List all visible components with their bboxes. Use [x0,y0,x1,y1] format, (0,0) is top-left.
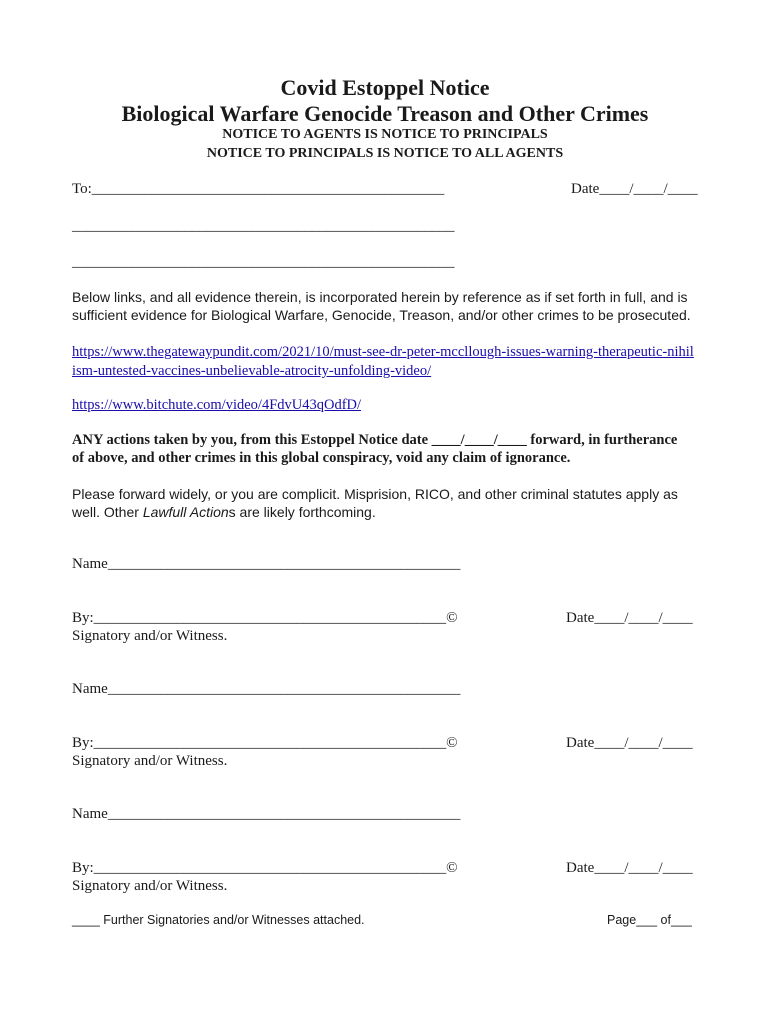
gatewaypundit-link[interactable]: https://www.thegatewaypundit.com/2021/10/must-see-dr-peter-mccllough-issues-warning-therapeutic-nihilism-untested-vaccines-unbelievable-atrocity-unfolding-video/ [72,344,694,379]
date-line-3: Date____/____/____ [566,860,693,876]
signatory-role-3: Signatory and/or Witness. [72,878,228,894]
by-line-3: By:_______________________________________________© [72,860,458,876]
notice-line-1: NOTICE TO AGENTS IS NOTICE TO PRINCIPALS [222,127,548,142]
by-line-2: By:_______________________________________________© [72,735,458,751]
ignorance-warning: ANY actions taken by you, from this Estoppel Notice date ____/____/____ forward, in furtherance of above, and other crimes in this global conspiracy, void any claim of ignorance. [72,432,678,466]
name-line-3: Name_______________________________________________ [72,806,461,822]
forward-italic-text: Lawfull Action [142,504,229,520]
name-line-2: Name_______________________________________________ [72,681,461,697]
forward-text: Please forward widely, or you are complicit. Misprision, RICO, and other criminal statutes apply as well. Other [72,486,678,520]
forward-paragraph [72,485,697,521]
date-line-2: Date____/____/____ [566,735,693,751]
further-signatories-note: ____ Further Signatories and/or Witnesses attached. [72,913,365,927]
address-line-2: ___________________________________________________ [72,254,455,270]
document-title: Covid Estoppel Notice [280,75,490,100]
date-line-1: Date____/____/____ [566,610,693,626]
name-line-1: Name_______________________________________________ [72,556,461,572]
signatory-role-1: Signatory and/or Witness. [72,628,228,644]
document-subtitle: Biological Warfare Genocide Treason and Other Crimes [121,101,649,126]
by-line-1: By:_______________________________________________© [72,610,458,626]
bitchute-link[interactable]: https://www.bitchute.com/video/4FdvU43qOdfD/ [72,397,362,413]
signatory-role-2: Signatory and/or Witness. [72,753,228,769]
forward-end-text: s are likely forthcoming. [228,504,376,520]
notice-line-2: NOTICE TO PRINCIPALS IS NOTICE TO ALL AGENTS [206,146,564,161]
page-number: Page___ of___ [607,913,692,927]
to-line: To:_______________________________________________ [72,181,445,197]
address-line-1: ___________________________________________________ [72,218,455,234]
intro-paragraph: Below links, and all evidence therein, is incorporated herein by reference as if set forth in full, and is sufficient evidence for Biological Warfare, Genocide, Treason, and/or other crimes to be prosecuted. [72,289,691,323]
date-line-top: Date____/____/____ [571,181,698,197]
